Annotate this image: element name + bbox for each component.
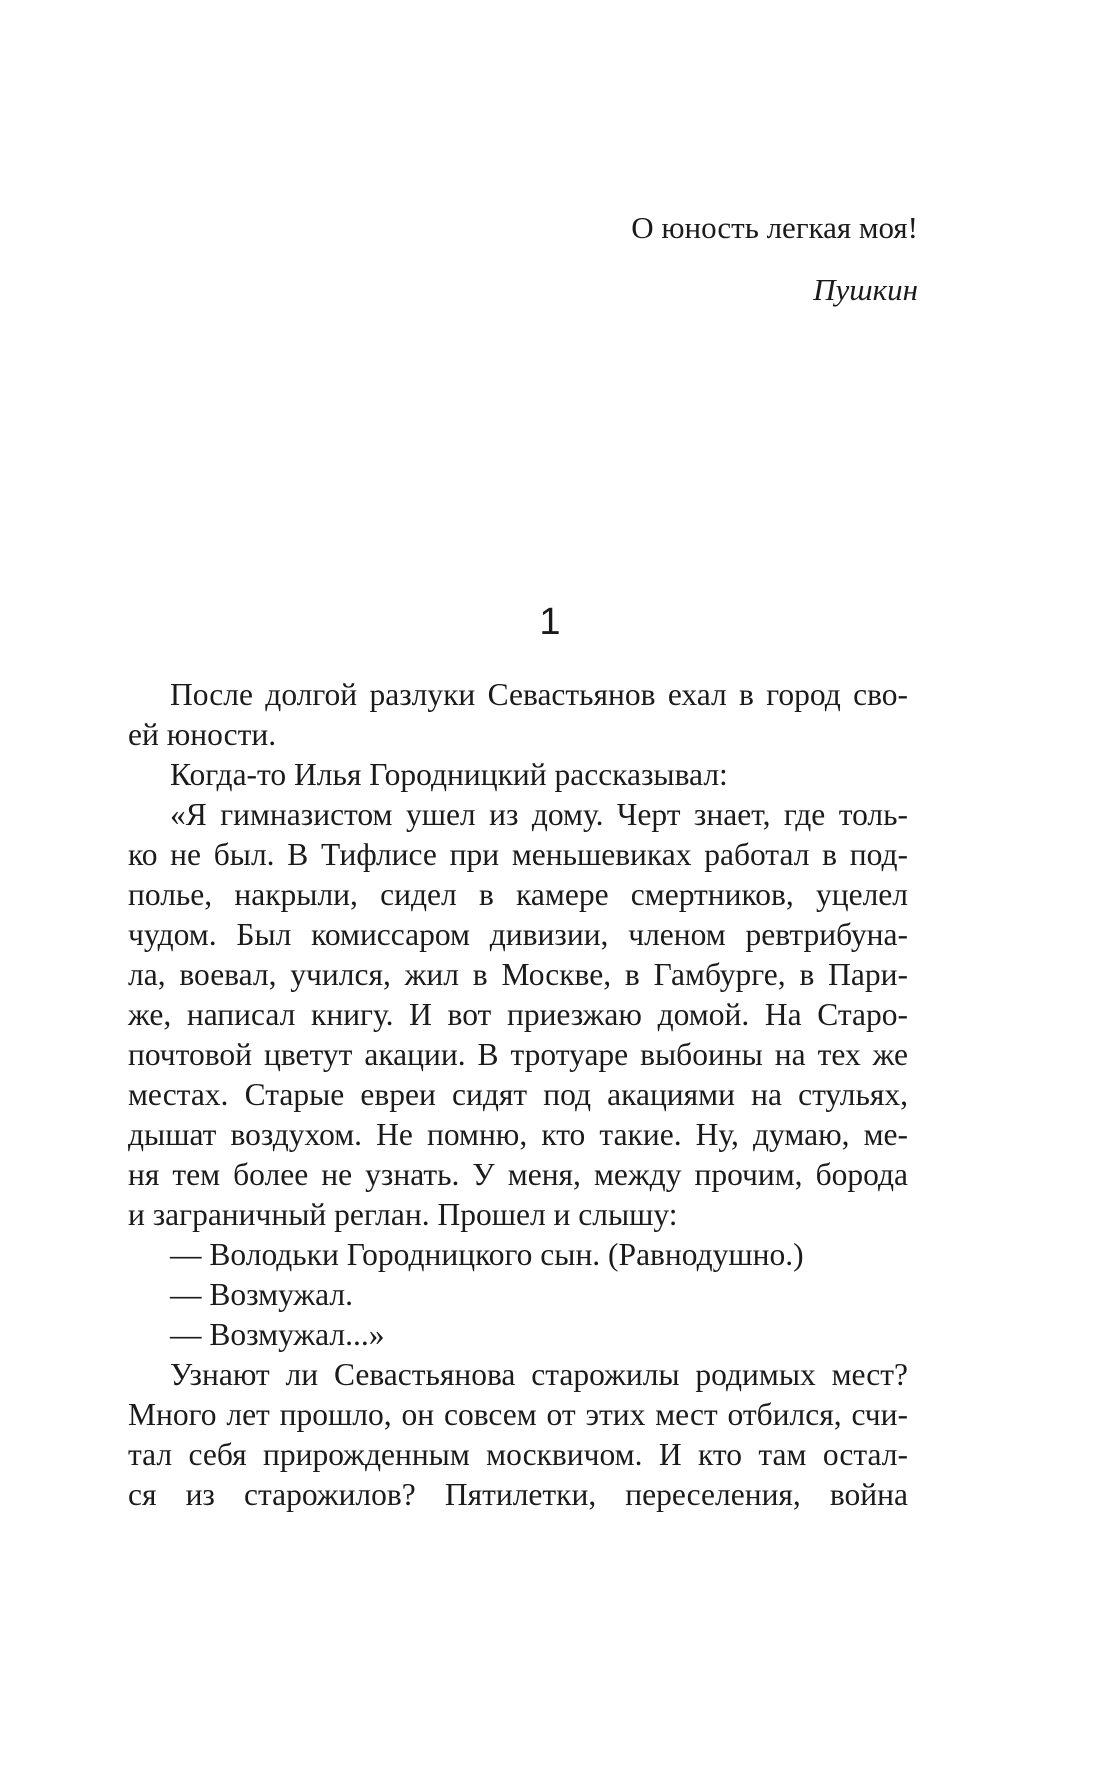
- text-line: чудом. Был комиссаром дивизии, членом ревтрибуна-: [128, 917, 908, 952]
- text-line: дышат воздухом. Не помню, кто такие. Ну, думаю, ме-: [128, 1117, 908, 1152]
- text-line: — Володьки Городницкого сын. (Равнодушно.): [170, 1237, 804, 1272]
- text-line: «Я гимназистом ушел из дому. Черт знает, где толь-: [170, 797, 908, 832]
- text-line: ко не был. В Тифлисе при меньшевиках работал в под-: [128, 837, 908, 872]
- text-line: — Возмужал...»: [170, 1317, 385, 1352]
- epigraph-author: Пушкин: [813, 272, 918, 307]
- epigraph-quote: О юность легкая моя!: [631, 210, 918, 245]
- text-line: — Возмужал.: [170, 1277, 354, 1312]
- text-line: ся из старожилов? Пятилетки, переселения, война: [128, 1477, 908, 1512]
- text-line: Когда-то Илья Городницкий рассказывал:: [170, 757, 728, 792]
- text-line: же, написал книгу. И вот приезжаю домой. На Старо-: [128, 997, 908, 1032]
- text-line: ла, воевал, учился, жил в Москве, в Гамбурге, в Пари-: [128, 957, 908, 992]
- chapter-number: 1: [539, 601, 561, 643]
- text-line: Много лет прошло, он совсем от этих мест отбился, счи-: [128, 1397, 908, 1432]
- text-line: тал себя прирожденным москвичом. И кто там остал-: [128, 1437, 908, 1472]
- text-line: Узнают ли Севастьянова старожилы родимых мест?: [170, 1357, 908, 1392]
- text-line: почтовой цветут акации. В тротуаре выбоины на тех же: [128, 1037, 908, 1072]
- text-line: После долгой разлуки Севастьянов ехал в город сво-: [170, 677, 908, 712]
- epigraph: [631, 208, 918, 310]
- text-line: ня тем более не узнать. У меня, между прочим, борода: [128, 1157, 908, 1192]
- text-line: местах. Старые евреи сидят под акациями на стульях,: [128, 1077, 908, 1112]
- body-text: [128, 675, 908, 1515]
- text-line: полье, накрыли, сидел в камере смертников, уцелел: [128, 877, 908, 912]
- text-line: и заграничный реглан. Прошел и слышу:: [128, 1197, 678, 1232]
- text-line: ей юности.: [128, 717, 277, 752]
